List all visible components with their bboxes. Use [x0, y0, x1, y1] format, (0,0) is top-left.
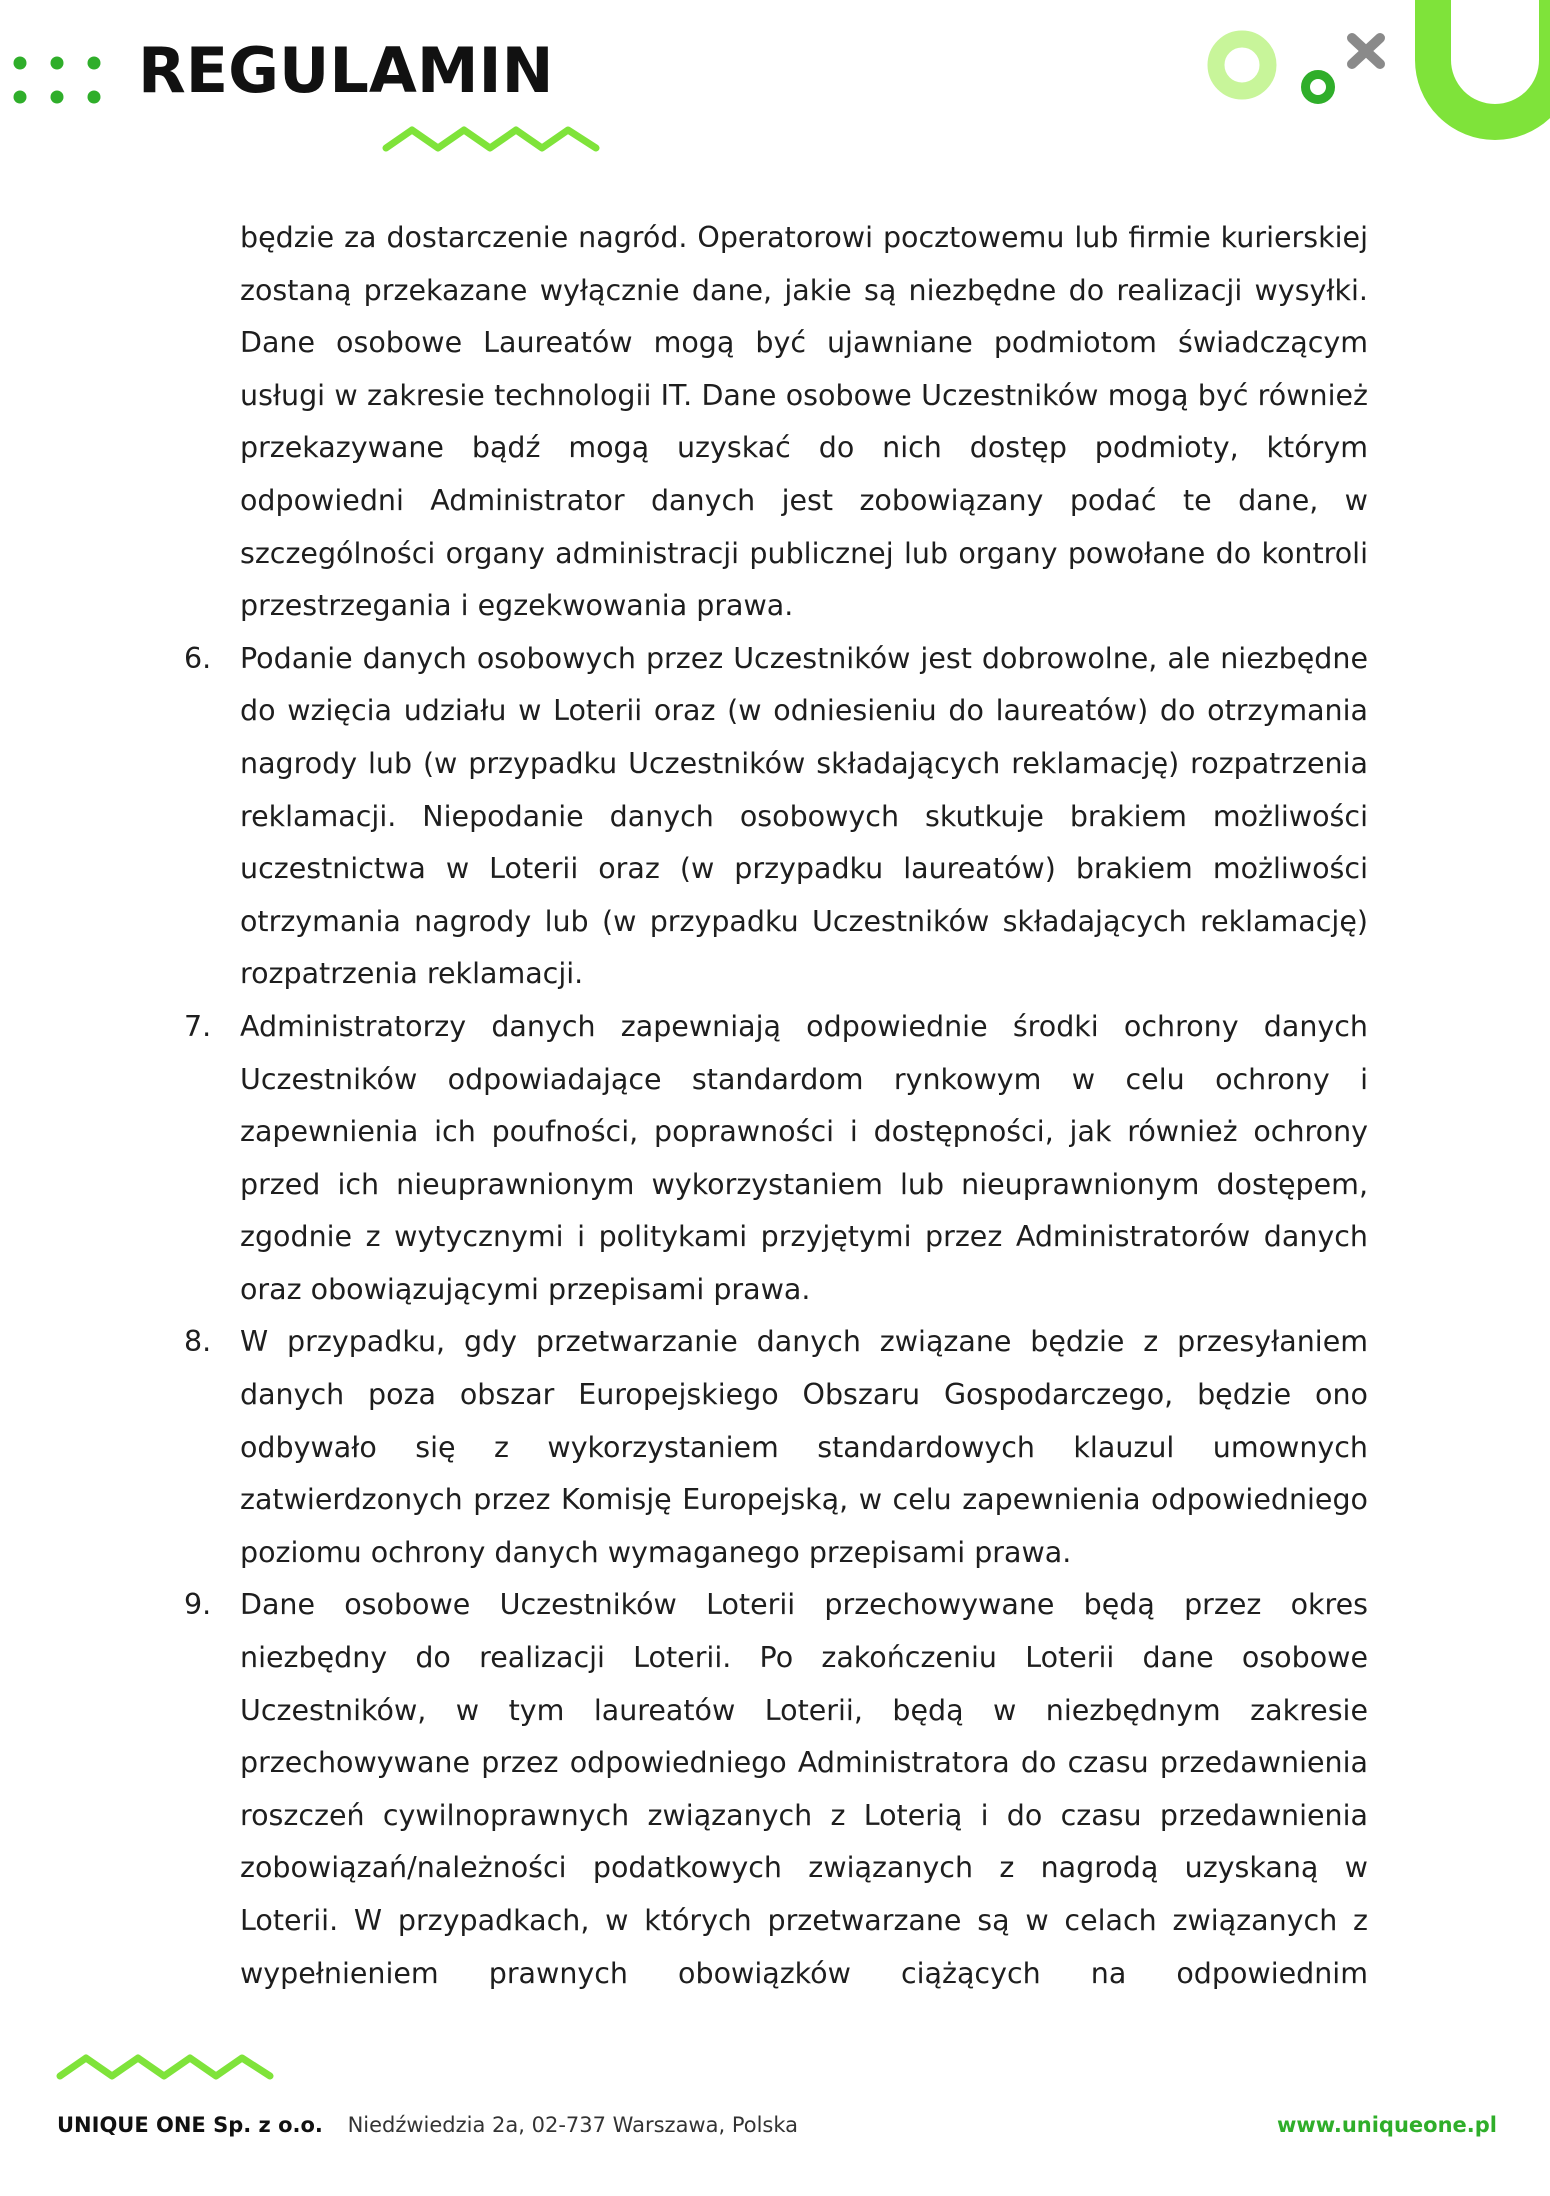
- list-item-number: 8.: [184, 1325, 212, 1359]
- page-header: [0, 0, 1550, 170]
- dot-grid-icon: [12, 55, 104, 105]
- u-logo-icon: [1433, 0, 1550, 122]
- website-link[interactable]: www.uniqueone.pl: [1277, 2113, 1497, 2137]
- page-footer: [57, 2108, 1497, 2142]
- list-item-text: Dane osobowe Uczestników Loterii przechowywane będą przez okres niezbędny do realizacji Loterii. Po zakończeniu Loterii dane osobowe Uczestników, w tym laureatów Loterii, będą w niezbędnym zakresie przechowywane przez odpowiedniego Administratora do czasu przedawnienia roszczeń cywilnoprawnych związanych z Loterią i do czasu przedawnienia zobowiązań/należności podatkowych związanych z nagrodą uzyskaną w Loterii. W przypadkach, w których przetwarzane są w celach związanych z wypełnieniem prawnych obowiązków ciążących na odpowiednim: [240, 1588, 1368, 1990]
- zigzag-wave-icon: [56, 2050, 278, 2082]
- ring-icon: [1216, 39, 1268, 91]
- list-item-text: Podanie danych osobowych przez Uczestników jest dobrowolne, ale niezbędne do wzięcia udziału w Loterii oraz (w odniesieniu do laureatów) do otrzymania nagrody lub (w przypadku Uczestników składających reklamację) rozpatrzenia reklamacji. Niepodanie danych osobowych skutkuje brakiem możliwości uczestnictwa w Loterii oraz (w przypadku laureatów) brakiem możliwości otrzymania nagrody lub (w przypadku Uczestników składających reklamację) rozpatrzenia reklamacji.: [240, 641, 1368, 991]
- close-icon: [1352, 38, 1380, 64]
- list-item: [184, 1579, 1368, 2000]
- list-item-number: 9.: [184, 1588, 212, 1622]
- list-item-text: Administratorzy danych zapewniają odpowiednie środki ochrony danych Uczestników odpowiadające standardom rynkowym w celu ochrony i zapewnienia ich poufności, poprawności i dostępności, jak również ochrony przed ich nieuprawnionym wykorzystaniem lub nieuprawnionym dostępem, zgodnie z wytycznymi i politykami przyjętymi przez Administratorów danych oraz obowiązującymi przepisami prawa.: [240, 1009, 1368, 1306]
- intro-paragraph: będzie za dostarczenie nagród. Operatorowi pocztowemu lub firmie kurierskiej zostaną przekazane wyłącznie dane, jakie są niezbędne do realizacji wysyłki. Dane osobowe Laureatów mogą być ujawniane podmiotom świadczącym usługi w zakresie technologii IT. Dane osobowe Uczestników mogą być również przekazywane bądź mogą uzyskać do nich dostęp podmioty, którym odpowiedni Administrator danych jest zobowiązany podać te dane, w szczególności organy administracji publicznej lub organy powołane do kontroli przestrzegania i egzekwowania prawa.: [240, 221, 1368, 623]
- list-item-text: W przypadku, gdy przetwarzanie danych związane będzie z przesyłaniem danych poza obszar Europejskiego Obszaru Gospodarczego, będzie ono odbywało się z wykorzystaniem standardowych klauzul umownych zatwierdzonych przez Komisję Europejską, w celu zapewnienia odpowiedniego poziomu ochrony danych wymaganego przepisami prawa.: [240, 1325, 1368, 1569]
- small-ring-icon: [1306, 75, 1331, 100]
- list-item: [184, 1001, 1368, 1317]
- list-item-number: 6.: [184, 641, 212, 675]
- list-item: [184, 1316, 1368, 1579]
- company-address: Niedźwiedzia 2a, 02-737 Warszawa, Polska: [347, 2113, 799, 2137]
- company-name: UNIQUE ONE Sp. z o.o.: [57, 2113, 323, 2137]
- header-decoration: [1200, 0, 1550, 150]
- regulation-content: [184, 212, 1368, 2000]
- page-title: REGULAMIN: [138, 34, 554, 107]
- list-item: [184, 633, 1368, 1001]
- list-item-number: 7.: [184, 1009, 212, 1043]
- zigzag-wave-icon: [382, 122, 604, 154]
